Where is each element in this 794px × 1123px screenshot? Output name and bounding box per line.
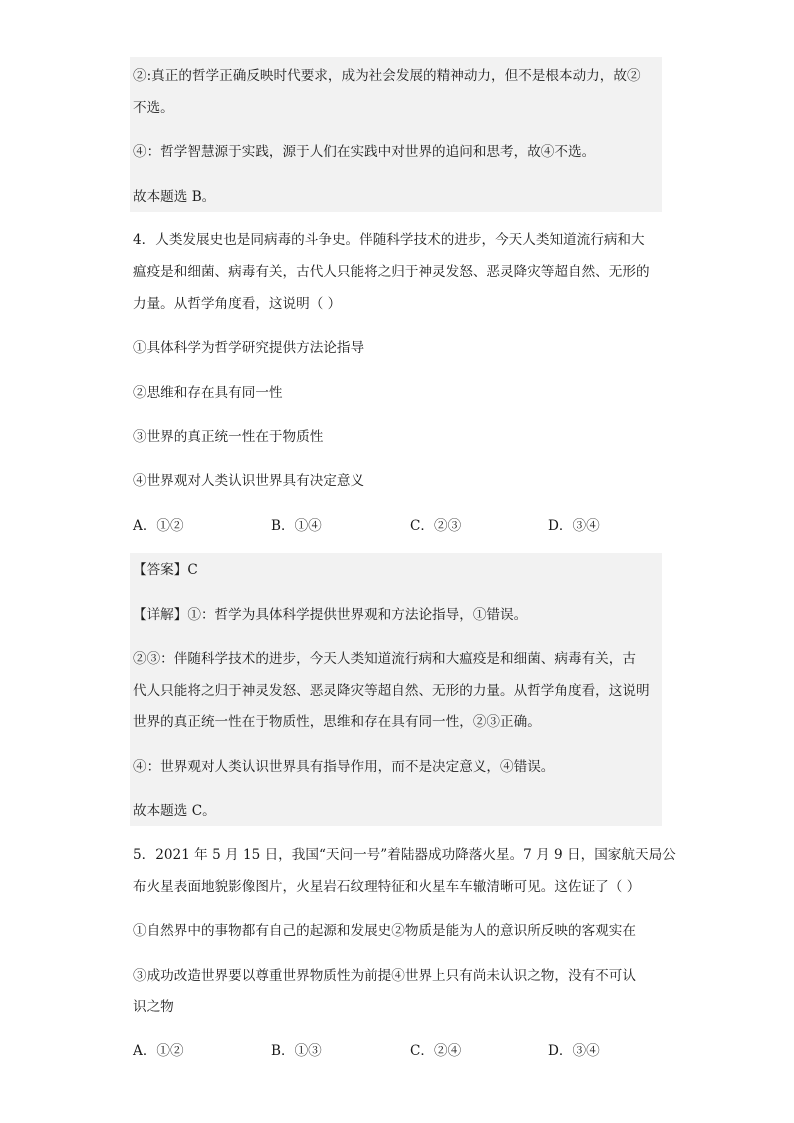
q5-option-b: B．①③ <box>271 1043 322 1059</box>
prev-analysis-line-1: ②:真正的哲学正确反映时代要求，成为社会发展的精神动力，但不是根本动力，故② <box>133 68 641 84</box>
q4-statement-2: ②思维和存在具有同一性 <box>133 385 283 401</box>
q4-statement-4: ④世界观对人类认识世界具有决定意义 <box>133 473 365 489</box>
q5-option-c: C．②④ <box>410 1043 462 1059</box>
q5-statement-line-3: 识之物 <box>133 999 174 1015</box>
q4-analysis-line-1: 【详解】①：哲学为具体科学提供世界观和方法论指导，①错误。 <box>133 607 528 623</box>
q4-conclusion: 故本题选 C。 <box>133 803 216 819</box>
prev-analysis-line-3: ④：哲学智慧源于实践，源于人们在实践中对世界的追问和思考，故④不选。 <box>133 144 596 160</box>
q4-option-c: C．②③ <box>410 518 462 534</box>
q4-stem-line-2: 瘟疫是和细菌、病毒有关，古代人只能将之归于神灵发怒、恶灵降灾等超自然、无形的 <box>133 264 650 280</box>
q5-statement-line-2: ③成功改造世界要以尊重世界物质性为前提④世界上只有尚未认识之物，没有不可认 <box>133 968 636 984</box>
prev-conclusion: 故本题选 B。 <box>133 189 216 205</box>
q4-analysis-line-2: ②③：伴随科学技术的进步，今天人类知道流行病和大瘟疫是和细菌、病毒有关，古 <box>133 651 636 667</box>
q4-statement-1: ①具体科学为哲学研究提供方法论指导 <box>133 340 365 356</box>
q5-statement-line-1: ①自然界中的事物都有自己的起源和发展史②物质是能为人的意识所反映的客观实在 <box>133 923 636 939</box>
q5-stem-line-2: 布火星表面地貌影像图片，火星岩石纹理特征和火星车车辙清晰可见。这佐证了（ ） <box>133 879 641 895</box>
q4-analysis-line-5: ④：世界观对人类认识世界具有指导作用，而不是决定意义，④错误。 <box>133 759 555 775</box>
q4-option-b: B．①④ <box>271 518 322 534</box>
q4-stem-line-3: 力量。从哲学角度看，这说明（ ） <box>133 296 342 312</box>
q4-option-d: D．③④ <box>548 518 600 534</box>
q5-stem-line-1: 5．2021 年 5 月 15 日，我国“天问一号”着陆器成功降落火星。7 月 9 日，国家航天局公 <box>133 847 676 863</box>
q5-option-a: A．①② <box>133 1043 184 1059</box>
q4-option-a: A．①② <box>133 518 184 534</box>
prev-analysis-line-2: 不选。 <box>133 100 174 116</box>
q4-statement-3: ③世界的真正统一性在于物质性 <box>133 429 324 445</box>
q4-analysis-line-3: 代人只能将之归于神灵发怒、恶灵降灾等超自然、无形的力量。从哲学角度看，这说明 <box>133 683 650 699</box>
q4-answer: 【答案】C <box>133 562 198 578</box>
q4-stem-line-1: 4．人类发展史也是同病毒的斗争史。伴随科学技术的进步，今天人类知道流行病和大 <box>133 232 645 248</box>
q4-analysis-line-4: 世界的真正统一性在于物质性，思维和存在具有同一性，②③正确。 <box>133 714 541 730</box>
q5-option-d: D．③④ <box>548 1043 600 1059</box>
